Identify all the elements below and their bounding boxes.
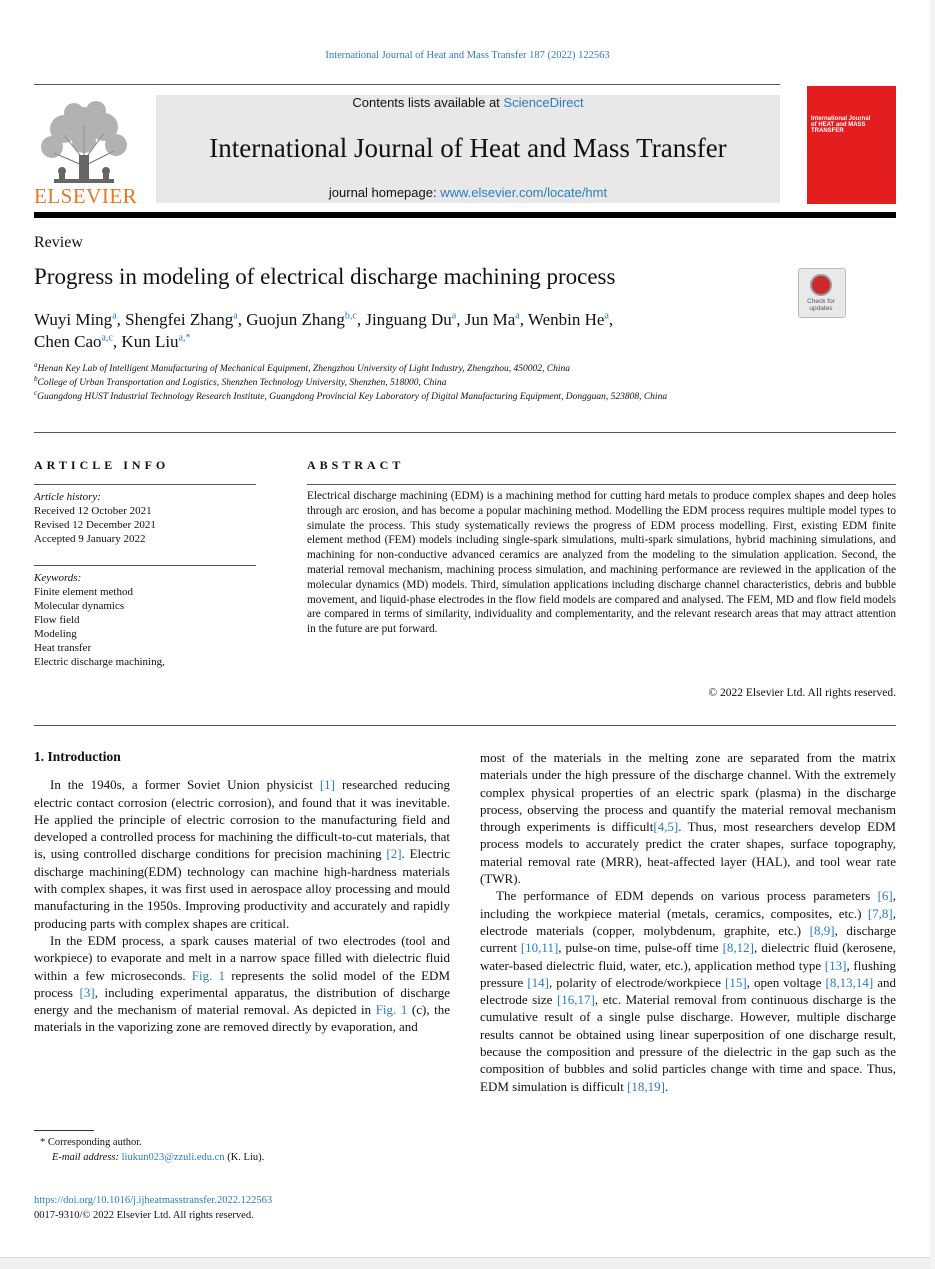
- paragraph-text: In the 1940s, a former Soviet Union physicist: [50, 777, 320, 793]
- journal-title: International Journal of Heat and Mass Transfer: [209, 133, 727, 163]
- paragraph-text: , discharge current: [480, 922, 897, 956]
- divider: [34, 84, 780, 85]
- scrollbar[interactable]: [930, 0, 935, 1268]
- history-accepted: Accepted 9 January 2022: [34, 533, 146, 545]
- doi-block: [34, 1194, 272, 1223]
- keyword-item: Finite element method: [34, 586, 133, 598]
- paragraph-text: and electrode size: [480, 974, 896, 1008]
- author-separator: ,: [116, 310, 126, 329]
- author-affiliation-marker[interactable]: a,c: [101, 332, 113, 344]
- paper-title: Progress in modeling of electrical discharge machining process: [34, 264, 616, 289]
- journal-citation[interactable]: International Journal of Heat and Mass Transfer 187 (2022) 122563: [325, 50, 610, 61]
- publisher-name[interactable]: ELSEVIER: [34, 184, 138, 208]
- paragraph-text: . Electric discharge machining(EDM) technology can machine high-hardness materials with complex shapes, it was first used in aerospace alloy processing and mould manufacturing in the 1950s. Improving productivity and accurately and rapidly producing parts with complex shapes are critical.: [34, 846, 450, 931]
- keyword-item: Modeling: [34, 628, 77, 640]
- author-separator: ,: [112, 332, 122, 351]
- citation-link[interactable]: [8,13,14]: [825, 974, 874, 990]
- homepage-line: [156, 185, 780, 200]
- history-revised: Revised 12 December 2021: [34, 519, 156, 531]
- history-received: Received 12 October 2021: [34, 505, 152, 517]
- author-separator: ,: [608, 310, 614, 329]
- author-affiliation-marker[interactable]: a: [515, 310, 520, 322]
- author-separator: ,: [519, 310, 528, 329]
- keyword-item: Electric discharge machining,: [34, 656, 165, 668]
- homepage-prefix: journal homepage:: [328, 185, 441, 200]
- footnote-rule: [34, 1130, 94, 1131]
- paragraph-text: researched reducing electric contact corrosion (electric corrosion), and found that it was inevitable. He applied the principle of electric corrosion to the manufacturing field and developed a controlled process for machining the difficult-to-cut materials, that is, using controlled discharge conditions for precision machining: [34, 777, 450, 862]
- author-affiliation-marker[interactable]: a: [604, 310, 609, 322]
- copyright-notice: © 2022 Elsevier Ltd. All rights reserved.: [708, 687, 896, 699]
- author-name[interactable]: Wuyi Ming: [34, 310, 113, 329]
- citation-link[interactable]: [4,5]: [653, 819, 679, 835]
- paragraph-text: most of the materials in the melting zone are separated from the matrix materials under the high pressure of the discharge channel. With the extremely complex physical properties of an electric spark (plasma) in the discharge process, observing the process and quantify the material removal mechanism through experiments is difficult: [480, 750, 896, 835]
- author-name[interactable]: Jinguang Du: [365, 310, 452, 329]
- email-label: E-mail address:: [52, 1152, 119, 1163]
- sciencedirect-link[interactable]: ScienceDirect: [503, 95, 584, 110]
- paragraph-text: , electrode materials (copper, molybdenum, graphite, etc.): [480, 905, 896, 938]
- header-thick-rule: [34, 212, 896, 218]
- citation-link[interactable]: [18,19]: [627, 1078, 666, 1094]
- email-suffix: (K. Liu).: [224, 1152, 265, 1163]
- author-separator: ,: [456, 310, 465, 329]
- citation-link[interactable]: Fig. 1: [191, 967, 226, 983]
- check-for-updates-label: Check for updates: [807, 298, 835, 312]
- contents-prefix: Contents lists available at: [352, 95, 504, 110]
- paragraph: [34, 932, 450, 1036]
- body-column-left: [34, 748, 450, 1036]
- divider: [307, 484, 896, 485]
- paragraph-text: .: [665, 1078, 669, 1094]
- keywords: [34, 571, 256, 669]
- divider: [34, 725, 896, 726]
- email-link[interactable]: liukun023@zzuli.edu.cn: [121, 1152, 225, 1163]
- body-column-right: [480, 749, 896, 1095]
- author-name[interactable]: Wenbin He: [527, 310, 605, 329]
- citation-link[interactable]: [15]: [725, 974, 747, 990]
- paragraph-text: , including experimental apparatus, the distribution of discharge energy and the mechanism of material removal. As depicted in: [34, 984, 450, 1018]
- cover-title: International Journal of HEAT and MASS TRANSFER: [811, 116, 871, 134]
- citation-link[interactable]: [2]: [386, 846, 402, 862]
- citation-link[interactable]: [1]: [319, 777, 336, 793]
- paragraph-text: , flushing pressure: [480, 957, 896, 990]
- keyword-item: Heat transfer: [34, 642, 92, 654]
- paragraph: [480, 749, 896, 887]
- article-info-heading: ARTICLE INFO: [34, 458, 170, 472]
- abstract-text: Electrical discharge machining (EDM) is a machining method for cutting hard metals to produce complex shapes and deep holes through arc erosion, and has become a popular machining method. Modelling the EDM process requires multiple model types to simulate the process. This study systematically reviews the progress of EDM process modelling. First, existing EDM finite element method (FEM) models including single-spark simulations, multi-spark simulations, hybrid machining simulations, and machining for non-conductive advanced ceramics are analyzed from the modeling to the simulation application. Second, the material removal mechanism, machining process simulation, and machining performance are reviewed in the application of the molecular dynamics (MD) models. Third, simulation applications including discharge channel characteristics, debris and bubble movement, and liquid-phase electrodes in the flow field models are compared and analysed. The FEM, MD and flow field models are compared in terms of similarity, individuality and complementarity, and the relevant research areas that may attract attention in the future are put forward.: [307, 490, 896, 636]
- paragraph-text: , etc. Material removal from continuous discharge is the cumulative result of a single pulse discharge. However, multiple discharge results cannot be obtained using linear superposition of one discharge result, because the composition and pressure of the dielectric in the gap such as the composition of bubbles and solid particles change with time and space. Thus, EDM simulation is difficult: [480, 992, 897, 1094]
- paragraph-text: , including the workpiece material (metals, ceramics, composites, etc.): [480, 888, 896, 921]
- author-separator: ,: [237, 310, 247, 329]
- paragraph: [34, 776, 450, 932]
- homepage-link[interactable]: www.elsevier.com/locate/hmt: [440, 185, 608, 200]
- journal-cover-image[interactable]: [807, 86, 896, 204]
- paragraph-text: , pulse-on time, pulse-off time: [558, 940, 723, 956]
- author-name[interactable]: Jun Ma: [464, 310, 516, 329]
- affiliation-key: a: [34, 360, 38, 369]
- divider: [34, 484, 256, 485]
- affiliation-line: [34, 362, 794, 376]
- affiliation-line: [34, 376, 794, 390]
- section-heading: 1. Introduction: [34, 749, 121, 764]
- article-history: [34, 490, 256, 546]
- citation-link[interactable]: [6]: [877, 888, 893, 904]
- citation-link[interactable]: Fig. 1: [375, 1002, 408, 1018]
- paragraph-text: . Thus, most researchers develop EDM process models to accurately predict the crater shapes, surface topography, material removal rate (MRR), heat-affected layer (HAL), and tool wear rate (TWR).: [480, 819, 896, 887]
- corresponding-author-note: * Corresponding author.: [40, 1137, 142, 1148]
- citation-link[interactable]: [7,8]: [867, 905, 893, 921]
- abstract-heading: ABSTRACT: [307, 458, 405, 472]
- paragraph-text: , polarity of electrode/workpiece: [549, 974, 725, 990]
- affiliation-key: b: [34, 374, 38, 383]
- divider: [34, 432, 896, 433]
- keyword-item: Flow field: [34, 614, 80, 626]
- issn-line: 0017-9310/© 2022 Elsevier Ltd. All rights reserved.: [34, 1209, 254, 1221]
- citation-link[interactable]: [3]: [79, 984, 95, 1000]
- affiliation-key: c: [34, 388, 38, 397]
- footnote: [34, 1135, 450, 1165]
- author-name[interactable]: Kun Liu: [121, 332, 179, 351]
- paragraph-text: , dielectric fluid (kerosene, water-based dielectric fluid, water, etc.), application method type: [480, 940, 897, 973]
- article-type: Review: [34, 234, 83, 251]
- paragraph-text: In the EDM process, a spark causes material of two electrodes (tool and workpiece) to evaporate and melt in a narrow space filled with dielectric fluid within a few microseconds.: [34, 932, 450, 983]
- author-list: [34, 309, 774, 353]
- citation-link[interactable]: [10,11]: [520, 940, 559, 956]
- affiliation-text: College of Urban Transportation and Logistics, Shenzhen Technology University, Shenzhen, 518000, China: [37, 378, 447, 388]
- doi-link[interactable]: https://doi.org/10.1016/j.ijheatmasstransfer.2022.122563: [34, 1195, 273, 1206]
- citation-link[interactable]: [8,12]: [722, 940, 754, 956]
- divider: [34, 565, 256, 566]
- author-affiliation-marker[interactable]: a: [451, 310, 457, 322]
- affiliation-text: Guangdong HUST Industrial Technology Research Institute, Guangdong Provincial Key Laboratory of Digital Manufacturing Equipment, Dongguan, 523808, China: [37, 392, 668, 402]
- author-affiliation-marker[interactable]: a: [233, 310, 238, 322]
- paragraph-text: represents the solid model of the EDM process: [34, 967, 451, 1000]
- citation-link[interactable]: [8,9]: [809, 922, 835, 938]
- keyword-item: Molecular dynamics: [34, 600, 125, 612]
- keywords-label: Keywords:: [34, 572, 82, 584]
- author-name[interactable]: Guojun Zhang: [246, 310, 345, 329]
- history-label: Article history:: [34, 491, 101, 503]
- author-name[interactable]: Shengfei Zhang: [125, 310, 234, 329]
- author-separator: ,: [356, 310, 366, 329]
- author-affiliation-marker[interactable]: b,c: [344, 310, 357, 322]
- email-line: [34, 1150, 450, 1165]
- author-affiliation-marker[interactable]: a,*: [178, 332, 191, 344]
- author-affiliation-marker[interactable]: a: [112, 310, 117, 322]
- paragraph: [480, 887, 896, 1095]
- contents-line: [156, 95, 780, 110]
- citation-link[interactable]: [14]: [527, 974, 550, 990]
- author-name[interactable]: Chen Cao: [34, 332, 102, 351]
- viewer-bottom-edge: [0, 1257, 935, 1269]
- paragraph-text: (c), the materials in the vaporizing zone are removed directly by evaporation, and: [34, 1002, 451, 1035]
- affiliation-text: Henan Key Lab of Intelligent Manufacturing of Mechanical Equipment, Zhengzhou University of Light Industry, Zhengzhou, 450002, China: [37, 364, 570, 374]
- paragraph-text: The performance of EDM depends on various process parameters: [496, 888, 878, 904]
- paragraph-text: , open voltage: [746, 974, 826, 990]
- citation-link[interactable]: [13]: [824, 957, 847, 973]
- affiliation-line: [34, 390, 794, 404]
- affiliations: [34, 362, 794, 404]
- citation-link[interactable]: [16,17]: [556, 992, 595, 1008]
- bookmark-icon: [810, 274, 832, 296]
